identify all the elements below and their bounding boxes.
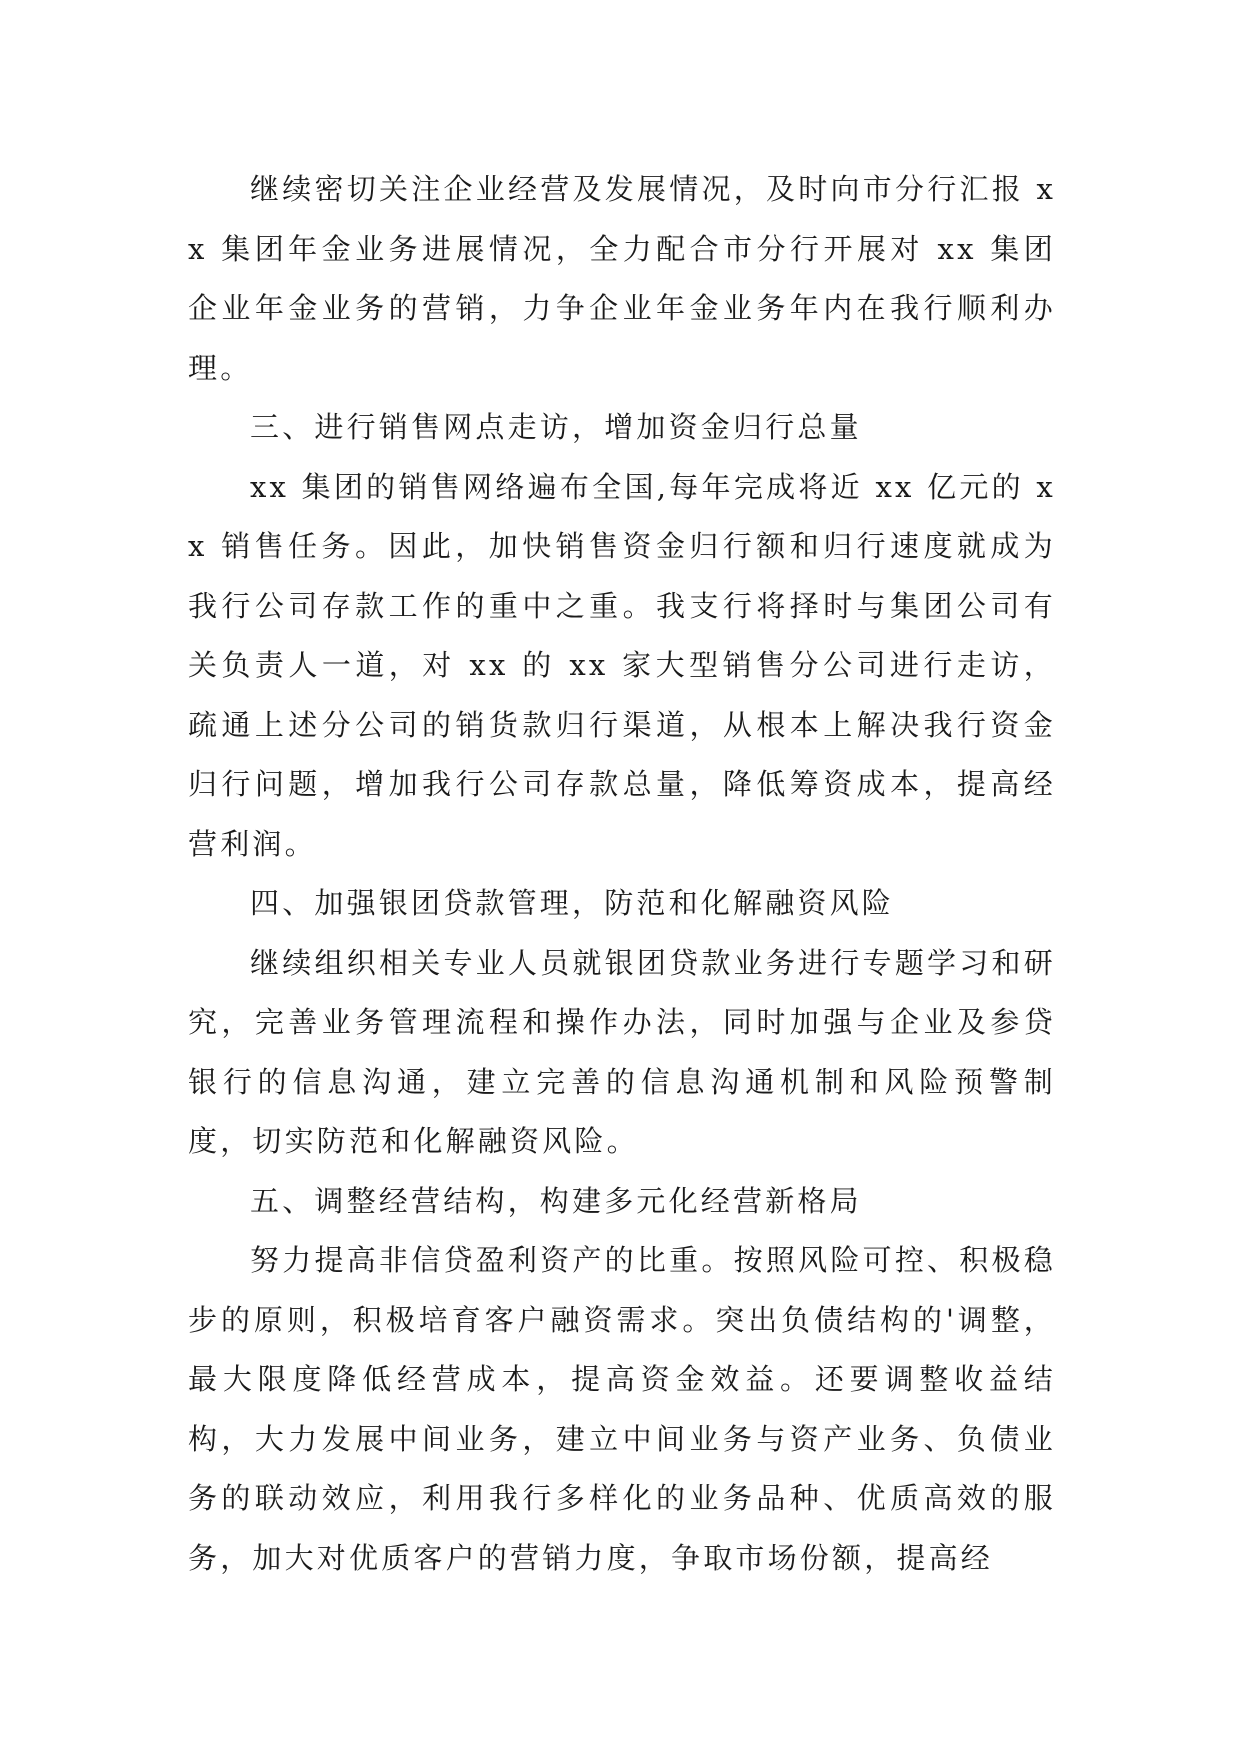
paragraph-syndicated-loan-study: 继续组织相关专业人员就银团贷款业务进行专题学习和研究，完善业务管理流程和操作办法，同时加强与企业及参贷银行的信息沟通，建立完善的信息沟通机制和风险预警制度，切实防范和化解融资风险。 bbox=[188, 945, 1056, 1158]
document-body bbox=[188, 160, 1056, 1588]
heading-sales-outlet-visits: 三、进行销售网点走访，增加资金归行总量 bbox=[250, 410, 862, 444]
heading-business-structure: 五、调整经营结构，构建多元化经营新格局 bbox=[250, 1183, 862, 1218]
paragraph-sales-network: xx 集团的销售网络遍布全国,每年完成将近 xx 亿元的 xx 销售任务。因此，加快销售资金归行额和归行速度就成为我行公司存款工作的重中之重。我支行将择时与集团公司有关负责人一道，对 xx 的 xx 家大型销售分公司进行走访，疏通上述分公司的销货款归行渠道，从根本上解决我行资金归行问题，增加我行公司存款总量，降低筹资成本，提高经营利润。 bbox=[188, 469, 1056, 861]
paragraph-non-credit-assets: 努力提高非信贷盈利资产的比重。按照风险可控、积极稳步的原则，积极培育客户融资需求。突出负债结构的'调整，最大限度降低经营成本，提高资金效益。还要调整收益结构，大力发展中间业务，建立中间业务与资产业务、负债业务的联动效应，利用我行多样化的业务品种、优质高效的服务，加大对优质客户的营销力度，争取市场份额，提高经 bbox=[188, 1243, 1056, 1575]
heading-syndicated-loans: 四、加强银团贷款管理，防范和化解融资风险 bbox=[250, 886, 895, 920]
paragraph-enterprise-annuity: 继续密切关注企业经营及发展情况，及时向市分行汇报 xx 集团年金业务进展情况，全力配合市分行开展对 xx 集团企业年金业务的营销，力争企业年金业务年内在我行顺利办理。 bbox=[188, 172, 1056, 385]
